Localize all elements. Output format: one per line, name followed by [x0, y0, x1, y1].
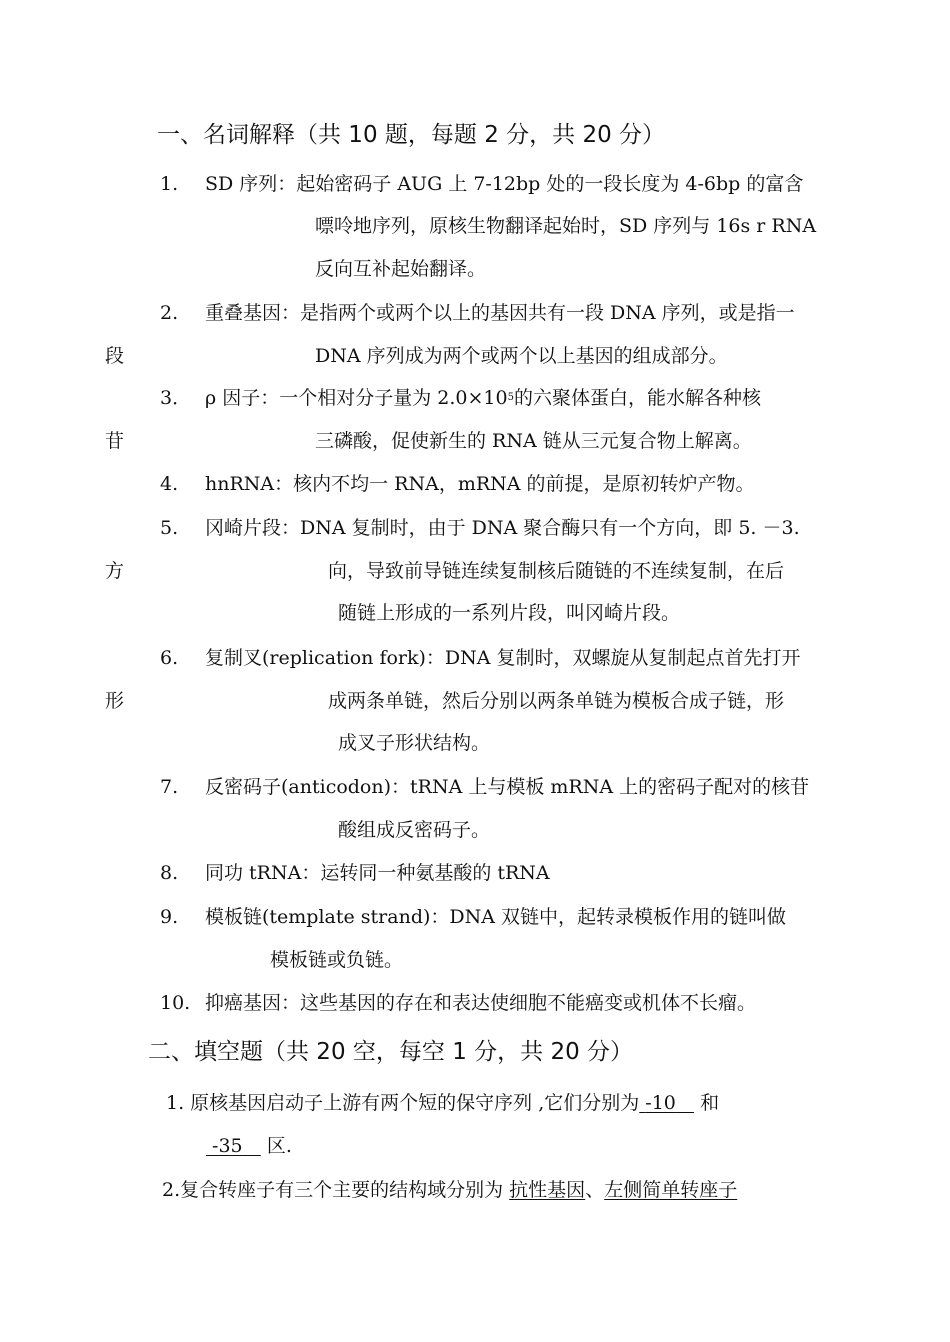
answer-blank: -10 [645, 1092, 676, 1114]
item-text: 向，导致前导链连续复制核后随链的不连续复制，在后 [328, 560, 785, 582]
item-wrap-char: 方 [105, 560, 125, 582]
item-text: 三磷酸，促使新生的 RNA 链从三元复合物上解离。 [315, 430, 752, 452]
question-text: 1. 原核基因启动子上游有两个短的保守序列 ,它们分别为 [166, 1092, 640, 1114]
question-text: 和 [700, 1092, 720, 1114]
item-text: 反密码子(anticodon)：tRNA 上与模板 mRNA 上的密码子配对的核苷 [205, 776, 810, 798]
item-text: 嘌呤地序列，原核生物翻译起始时，SD 序列与 16s r RNA [315, 215, 817, 237]
item-text: hnRNA：核内不均一 RNA，mRNA 的前提，是原初转炉产物。 [205, 473, 755, 495]
item-text: 模板链(template strand)：DNA 双链中，起转录模板作用的链叫做 [205, 906, 787, 928]
question-text: 2.复合转座子有三个主要的结构域分别为 [162, 1179, 510, 1201]
item-number: 2. [160, 302, 179, 324]
item-number: 4. [160, 473, 179, 495]
item-number: 9. [160, 906, 179, 928]
item-wrap-char: 形 [105, 690, 125, 712]
item-text: 冈崎片段：DNA 复制时，由于 DNA 聚合酶只有一个方向，即 5. －3. [205, 517, 800, 539]
item-text: 复制叉(replication fork)：DNA 复制时，双螺旋从复制起点首先打开 [205, 647, 801, 669]
fill-question-1-cont [206, 1133, 292, 1159]
answer-blank: 左侧简单转座子 [604, 1179, 738, 1201]
item-text: 成两条单链，然后分别以两条单链为模板合成子链，形 [328, 690, 785, 712]
question-text: 、 [585, 1179, 605, 1201]
item-number: 8. [160, 862, 179, 884]
item-number: 1. [160, 173, 179, 195]
item-number: 10. [160, 992, 191, 1014]
item-text: 随链上形成的一系列片段，叫冈崎片段。 [338, 602, 681, 624]
rho-text: ρ 因子：一个相对分子量为 2.0×10 [205, 387, 508, 409]
item-wrap-char: 段 [105, 345, 125, 367]
item-text: 抑癌基因：这些基因的存在和表达使细胞不能癌变或机体不长瘤。 [205, 992, 757, 1014]
fill-question-1 [166, 1090, 719, 1116]
item-text: 同功 tRNA：运转同一种氨基酸的 tRNA [205, 862, 550, 884]
answer-blank: 抗性基因 [509, 1179, 586, 1201]
answer-blank: -35 [212, 1135, 243, 1157]
item-number: 7. [160, 776, 179, 798]
item-number: 3． [160, 387, 192, 409]
item-wrap-char: 苷 [105, 430, 125, 452]
item-text: 成叉子形状结构。 [338, 732, 491, 754]
fill-question-2 [162, 1177, 737, 1203]
item-text: 反向互补起始翻译。 [315, 258, 487, 280]
item-text: 重叠基因：是指两个或两个以上的基因共有一段 DNA 序列，或是指一 [205, 302, 795, 324]
item-text [205, 385, 761, 411]
rho-text-cont: 的六聚体蛋白，能水解各种核 [513, 387, 761, 409]
item-text: SD 序列：起始密码子 AUG 上 7-12bp 处的一段长度为 4-6bp 的富含 [205, 173, 804, 195]
section2-title: 二、填空题（共 20 空，每空 1 分，共 20 分） [148, 1039, 634, 1065]
item-number: 5. [160, 517, 179, 539]
item-text: 酸组成反密码子。 [338, 819, 491, 841]
item-text: DNA 序列成为两个或两个以上基因的组成部分。 [315, 345, 728, 367]
item-number: 6. [160, 647, 179, 669]
item-text: 模板链或负链。 [270, 949, 404, 971]
exponent: 5 [507, 392, 514, 403]
section1-title: 一、名词解释（共 10 题，每题 2 分，共 20 分） [157, 122, 666, 148]
question-text: 区. [266, 1135, 292, 1157]
